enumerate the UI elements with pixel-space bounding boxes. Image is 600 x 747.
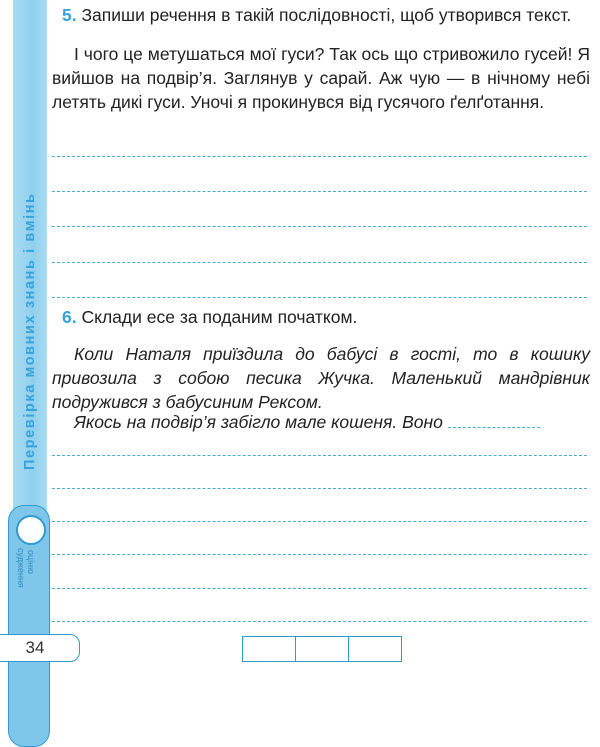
score-box[interactable] <box>296 637 349 661</box>
answer-line[interactable] <box>52 262 587 263</box>
answer-line[interactable] <box>52 588 587 589</box>
section-title: Перевірка мовних знань і вмінь <box>22 192 38 470</box>
answer-line[interactable] <box>52 521 587 522</box>
badge-label-bottom: судження <box>16 548 26 588</box>
task-5-heading <box>62 5 571 26</box>
task-6-heading <box>62 307 357 328</box>
task-6-prompt-text: Якось на подвір’я забігло мале кошеня. Воно <box>74 412 443 432</box>
task-5-number: 5. <box>62 5 77 25</box>
badge-label-top: оціню <box>26 550 36 574</box>
task-6-text: Коли Наталя приїздила до бабусі в гості, то в кошику привозила з собою песика Жучка. Маленький мандрівник подружився з бабусиним Рексом. <box>52 344 590 412</box>
page-number: 34 <box>0 634 80 662</box>
circle-icon <box>16 515 46 545</box>
answer-line[interactable] <box>52 554 587 555</box>
answer-line[interactable] <box>52 156 587 157</box>
answer-blank[interactable] <box>448 413 540 428</box>
answer-line[interactable] <box>52 621 587 622</box>
task-6-instruction: Склади есе за поданим початком. <box>81 307 358 327</box>
answer-line[interactable] <box>52 226 587 227</box>
score-box[interactable] <box>349 637 401 661</box>
answer-line[interactable] <box>52 455 587 456</box>
score-box[interactable] <box>243 637 296 661</box>
answer-line[interactable] <box>52 297 587 298</box>
score-boxes <box>242 636 402 662</box>
answer-line[interactable] <box>52 191 587 192</box>
task-5-instruction: Запиши речення в такій послідовності, щоб утворився текст. <box>81 5 572 25</box>
task-5-text: І чого це метушаться мої гуси? Так ось що стривожило гусей! Я вийшов на подвір’я. Заглянув у сарай. Аж чую — в нічному небі летять дикі гуси. Уночі я прокинувся від гусячого ґелґотання. <box>52 44 590 112</box>
answer-line[interactable] <box>52 488 587 489</box>
task-6-number: 6. <box>62 307 77 327</box>
task-6-prompt <box>52 410 590 434</box>
